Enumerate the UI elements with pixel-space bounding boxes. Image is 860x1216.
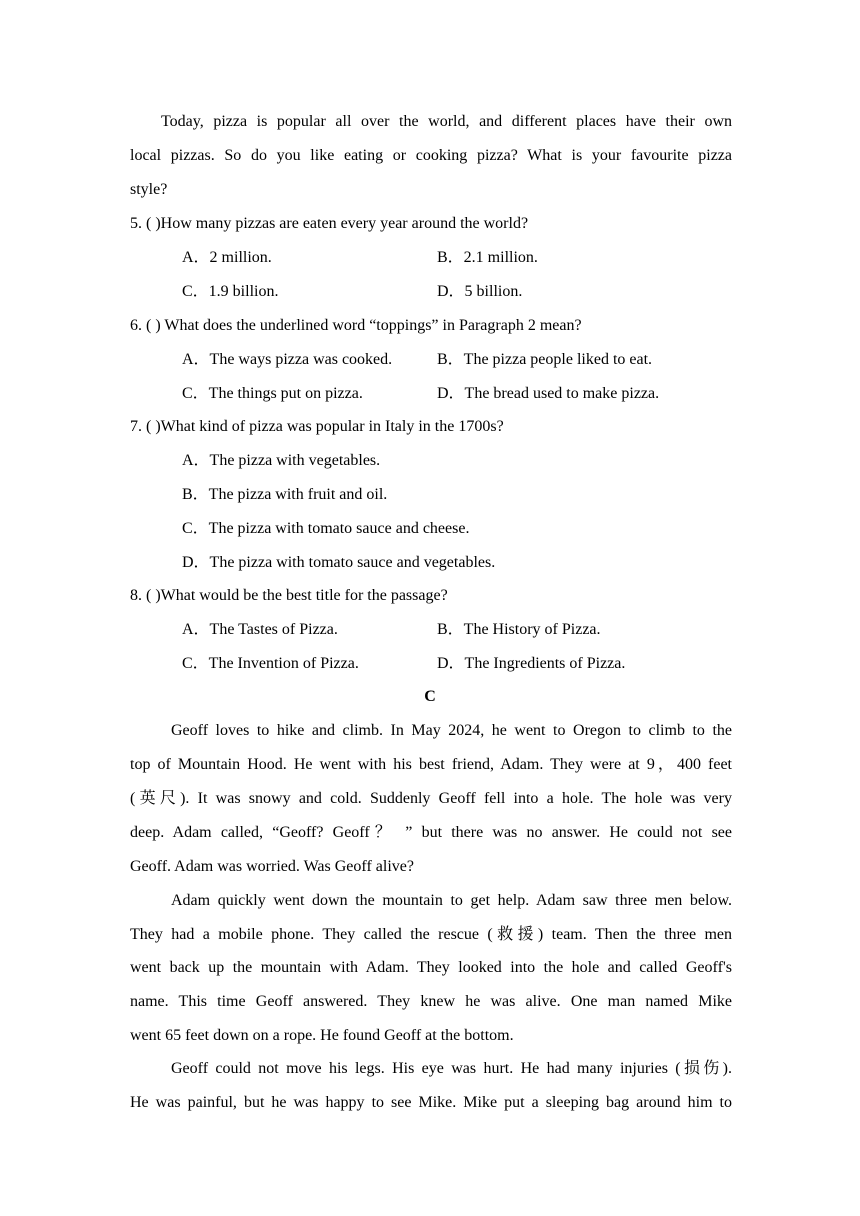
passage-line: went 65 feet down on a rope. He found Geoff at the bottom.	[130, 1027, 514, 1044]
question-7-option-d: D．The pizza with tomato sauce and vegetables.	[182, 554, 496, 571]
question-5-stem: 5. ( )How many pizzas are eaten every year around the world?	[130, 215, 529, 232]
question-7-option-a: A．The pizza with vegetables.	[182, 452, 381, 469]
question-6-option-a: A．The ways pizza was cooked.	[182, 351, 393, 368]
question-5-option-a: A．2 million.	[182, 249, 272, 266]
question-6-stem: 6. ( ) What does the underlined word “toppings” in Paragraph 2 mean?	[130, 317, 582, 334]
question-7-option-b: B．The pizza with fruit and oil.	[182, 486, 388, 503]
passage-line: went back up the mountain with Adam. They looked into the hole and called Geoff's	[130, 959, 732, 976]
question-5-option-b: B．2.1 million.	[437, 249, 538, 266]
question-8-option-a: A．The Tastes of Pizza.	[182, 621, 338, 638]
question-7-stem: 7. ( )What kind of pizza was popular in Italy in the 1700s?	[130, 418, 504, 435]
question-8-stem: 8. ( )What would be the best title for the passage?	[130, 587, 448, 604]
question-6-option-c: C．The things put on pizza.	[182, 385, 363, 402]
section-heading: C	[424, 688, 436, 705]
passage-line: Geoff. Adam was worried. Was Geoff alive?	[130, 858, 414, 875]
passage-line: Geoff could not move his legs. His eye was hurt. He had many injuries (损伤).	[171, 1060, 732, 1077]
passage-line: He was painful, but he was happy to see Mike. Mike put a sleeping bag around him to	[130, 1094, 732, 1111]
passage-line: name. This time Geoff answered. They knew he was alive. One man named Mike	[130, 993, 732, 1010]
question-8-option-d: D．The Ingredients of Pizza.	[437, 655, 626, 672]
question-5-option-d: D．5 billion.	[437, 283, 523, 300]
passage-line: Adam quickly went down the mountain to get help. Adam saw three men below.	[171, 892, 732, 909]
question-8-option-c: C．The Invention of Pizza.	[182, 655, 359, 672]
passage-line: top of Mountain Hood. He went with his best friend, Adam. They were at 9，400 feet	[130, 756, 733, 773]
passage-line: Geoff loves to hike and climb. In May 2024, he went to Oregon to climb to the	[171, 722, 732, 739]
passage-line: deep. Adam called, “Geoff? Geoff？ ” but there was no answer. He could not see	[130, 824, 732, 841]
passage-line: (英尺). It was snowy and cold. Suddenly Geoff fell into a hole. The hole was very	[130, 790, 732, 807]
question-6-option-b: B．The pizza people liked to eat.	[437, 351, 653, 368]
passage-line: style?	[130, 181, 168, 198]
question-8-option-b: B．The History of Pizza.	[437, 621, 601, 638]
passage-line: Today, pizza is popular all over the world, and different places have their own	[161, 113, 732, 130]
question-6-option-d: D．The bread used to make pizza.	[437, 385, 660, 402]
question-5-option-c: C．1.9 billion.	[182, 283, 279, 300]
passage-line: local pizzas. So do you like eating or cooking pizza? What is your favourite pizza	[130, 147, 732, 164]
question-7-option-c: C．The pizza with tomato sauce and cheese.	[182, 520, 470, 537]
passage-line: They had a mobile phone. They called the rescue (救援) team. Then the three men	[130, 926, 732, 943]
